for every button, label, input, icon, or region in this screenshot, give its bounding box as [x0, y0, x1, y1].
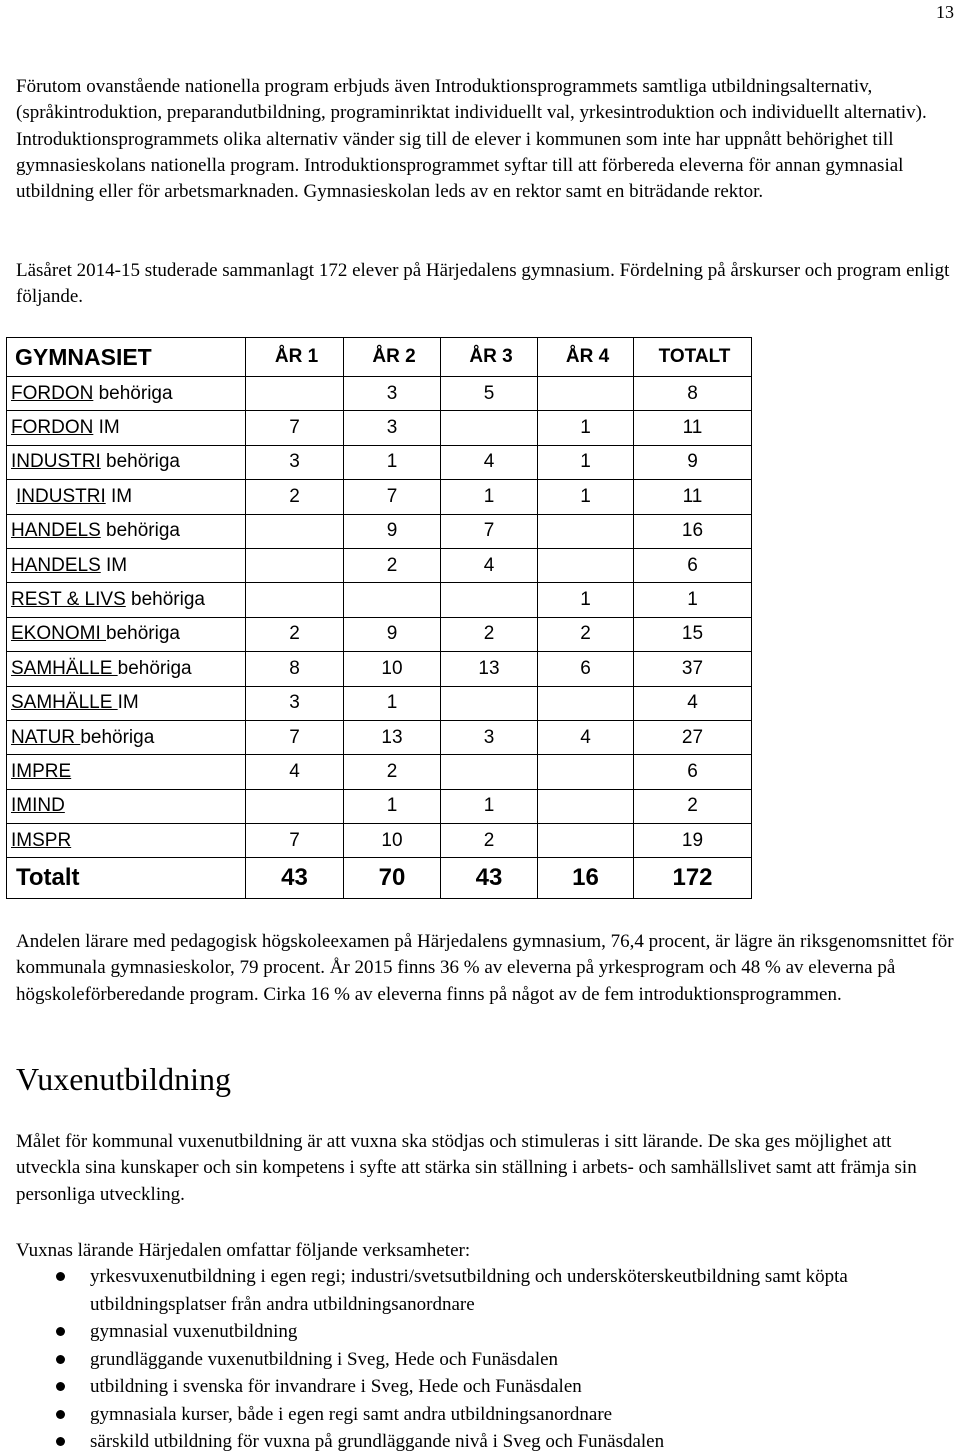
list-item-text: gymnasial vuxenutbildning — [90, 1321, 298, 1342]
year-3-cell — [441, 411, 538, 445]
page-number: 13 — [936, 2, 954, 22]
program-name: NATUR — [11, 726, 81, 748]
year-1-cell: 3 — [246, 445, 344, 479]
total-year-4: 16 — [538, 858, 634, 899]
section-heading: Vuxenutbildning — [16, 1061, 231, 1097]
year-3-cell: 1 — [441, 480, 538, 514]
year-2-cell: 2 — [344, 548, 441, 582]
year-3-cell — [441, 755, 538, 789]
row-total-cell: 2 — [634, 789, 752, 823]
program-name: EKONOMI — [11, 623, 107, 645]
year-3-cell: 5 — [441, 377, 538, 411]
row-total-cell: 6 — [634, 755, 752, 789]
row-total-cell: 4 — [634, 686, 752, 720]
header-gymnasiet: GYMNASIET — [7, 338, 246, 377]
program-cell — [7, 377, 246, 411]
year-3-cell: 4 — [441, 445, 538, 479]
year-4-cell: 1 — [538, 445, 634, 479]
year-4-cell — [538, 755, 634, 789]
year-1-cell — [246, 514, 344, 548]
list-item-text: särskild utbildning för vuxna på grundläggande nivå i Sveg och Funäsdalen — [90, 1431, 665, 1452]
program-type: behöriga — [117, 657, 192, 679]
bullet-icon — [56, 1410, 65, 1419]
year-4-cell: 1 — [538, 583, 634, 617]
year-2-cell: 2 — [344, 755, 441, 789]
total-sum: 172 — [634, 858, 752, 899]
table-row — [7, 789, 752, 823]
program-cell — [7, 824, 246, 858]
teacher-stats-paragraph: Andelen lärare med pedagogisk högskoleexamen på Härjedalens gymnasium, 76,4 procent, är lägre än riksgenomsnittet för kommunala gymnasieskolor, 79 procent. År 2015 finns 36 % av eleverna på yrkesprogram och 48 % av eleverna på högskoleförberedande program. Cirka 16 % av eleverna finns på något av de fem introduktionsprogrammen. — [16, 931, 954, 1005]
list-item-text: gymnasiala kurser, både i egen regi samt andra utbildningsanordnare — [90, 1403, 613, 1425]
row-total-cell: 37 — [634, 652, 752, 686]
program-name: IMSPR — [11, 829, 72, 851]
year-1-cell: 8 — [246, 652, 344, 686]
table-row — [7, 480, 752, 514]
bullet-icon — [56, 1382, 65, 1391]
year-4-cell — [538, 377, 634, 411]
header-year-4: ÅR 4 — [538, 338, 634, 377]
year-4-cell: 2 — [538, 617, 634, 651]
bullet-icon — [56, 1437, 65, 1446]
table-row — [7, 755, 752, 789]
year-4-cell: 6 — [538, 652, 634, 686]
table-row — [7, 583, 752, 617]
header-total: TOTALT — [634, 338, 752, 377]
program-type: behöriga — [100, 451, 180, 473]
year-1-cell — [246, 377, 344, 411]
table-row — [7, 686, 752, 720]
program-name: SAMHÄLLE — [11, 692, 118, 714]
program-cell — [7, 617, 246, 651]
year-2-cell — [344, 583, 441, 617]
program-name: REST & LIVS — [11, 589, 126, 611]
table-row — [7, 652, 752, 686]
header-year-1: ÅR 1 — [246, 338, 344, 377]
list-item-text: grundläggande vuxenutbildning i Sveg, Hede och Funäsdalen — [90, 1348, 559, 1370]
program-name: FORDON — [11, 382, 94, 404]
program-cell — [7, 686, 246, 720]
program-cell — [7, 583, 246, 617]
year-2-cell: 10 — [344, 824, 441, 858]
list-item — [16, 1346, 960, 1374]
program-name: SAMHÄLLE — [11, 657, 118, 679]
year-2-cell: 1 — [344, 686, 441, 720]
program-type: behöriga — [80, 726, 155, 748]
program-name: IMIND — [11, 795, 65, 817]
year-2-cell: 9 — [344, 617, 441, 651]
year-2-cell: 10 — [344, 652, 441, 686]
bullet-icon — [56, 1272, 65, 1281]
year-1-cell — [246, 789, 344, 823]
program-type: behöriga — [100, 520, 180, 542]
row-total-cell: 9 — [634, 445, 752, 479]
year-3-cell: 1 — [441, 789, 538, 823]
bullet-icon — [56, 1355, 65, 1364]
year-3-cell — [441, 583, 538, 617]
program-type: IM — [117, 692, 139, 714]
header-year-3: ÅR 3 — [441, 338, 538, 377]
program-type: IM — [105, 485, 133, 507]
program-cell — [7, 548, 246, 582]
year-2-cell: 13 — [344, 720, 441, 754]
list-item — [16, 1428, 960, 1456]
program-cell — [7, 789, 246, 823]
total-year-1: 43 — [246, 858, 344, 899]
row-total-cell: 11 — [634, 480, 752, 514]
year-3-cell: 7 — [441, 514, 538, 548]
row-total-cell: 11 — [634, 411, 752, 445]
year-2-cell: 1 — [344, 445, 441, 479]
intro-paragraph: Förutom ovanstående nationella program erbjuds även Introduktionsprogrammets samtliga utbildningsalternativ, (språkintroduktion, preparandutbildning, programinriktat individuellt val, yrkesintroduktion och individuellt alternativ). Introduktionsprogrammets olika alternativ vänder sig till de elever i kommunen som inte har uppnått behörighet till gymnasieskolans nationella program. Introduktionsprogrammet syftar till att förbereda eleverna för annan gymnasial utbildning eller för arbetsmarknaden. Gymnasieskolan leds av en rektor samt en biträdande rektor. — [16, 76, 927, 203]
activities-list — [16, 1263, 960, 1456]
year-2-cell: 1 — [344, 789, 441, 823]
year-4-cell: 1 — [538, 411, 634, 445]
program-name: FORDON — [11, 417, 94, 439]
year-2-cell: 7 — [344, 480, 441, 514]
program-cell — [7, 652, 246, 686]
table-row — [7, 720, 752, 754]
program-type: IM — [100, 554, 128, 576]
row-total-cell: 15 — [634, 617, 752, 651]
year-3-cell: 2 — [441, 824, 538, 858]
table-row — [7, 548, 752, 582]
row-total-cell: 27 — [634, 720, 752, 754]
year-4-cell: 1 — [538, 480, 634, 514]
year-1-cell: 7 — [246, 720, 344, 754]
year-1-cell: 7 — [246, 411, 344, 445]
student-count-paragraph: Läsåret 2014-15 studerade sammanlagt 172 elever på Härjedalens gymnasium. Fördelning på årskurser och program enligt följande. — [16, 260, 950, 308]
list-item — [16, 1373, 960, 1401]
row-total-cell: 1 — [634, 583, 752, 617]
table-row — [7, 514, 752, 548]
program-cell — [7, 514, 246, 548]
row-total-cell: 16 — [634, 514, 752, 548]
program-cell — [7, 445, 246, 479]
adult-education-goal-paragraph: Målet för kommunal vuxenutbildning är att vuxna ska stödjas och stimuleras i sitt lärande. De ska ges möjlighet att utveckla sina kunskaper och sin kompetens i syfte att stärka sin ställning i arbets- och samhällslivet samt att främja sin personliga utveckling. — [16, 1131, 917, 1205]
program-type: behöriga — [93, 382, 173, 404]
year-1-cell: 3 — [246, 686, 344, 720]
year-1-cell: 2 — [246, 617, 344, 651]
header-year-2: ÅR 2 — [344, 338, 441, 377]
year-4-cell — [538, 548, 634, 582]
year-1-cell — [246, 583, 344, 617]
year-3-cell — [441, 686, 538, 720]
table-row — [7, 377, 752, 411]
year-4-cell: 4 — [538, 720, 634, 754]
list-item — [16, 1401, 960, 1429]
year-4-cell — [538, 686, 634, 720]
list-item — [16, 1263, 960, 1318]
bullet-icon — [56, 1327, 65, 1336]
program-name: HANDELS — [11, 520, 101, 542]
table-row — [7, 445, 752, 479]
year-2-cell: 9 — [344, 514, 441, 548]
year-2-cell: 3 — [344, 377, 441, 411]
program-cell — [7, 411, 246, 445]
table-row — [7, 617, 752, 651]
program-name: HANDELS — [11, 554, 101, 576]
list-item-text: yrkesvuxenutbildning i egen regi; industri/svetsutbildning och undersköterskeutbildning samt köpta utbildningsplatser från andra utbildningsanordnare — [90, 1266, 848, 1315]
total-year-3: 43 — [441, 858, 538, 899]
year-3-cell: 2 — [441, 617, 538, 651]
program-type: behöriga — [125, 589, 205, 611]
row-total-cell: 8 — [634, 377, 752, 411]
year-1-cell — [246, 548, 344, 582]
total-label: Totalt — [7, 858, 246, 899]
table-total-row — [7, 858, 752, 899]
year-4-cell — [538, 514, 634, 548]
year-4-cell — [538, 789, 634, 823]
row-total-cell: 19 — [634, 824, 752, 858]
year-3-cell: 3 — [441, 720, 538, 754]
year-4-cell — [538, 824, 634, 858]
adult-education-intro: Vuxnas lärande Härjedalen omfattar följande verksamheter: — [16, 1240, 471, 1261]
year-3-cell: 4 — [441, 548, 538, 582]
year-1-cell: 2 — [246, 480, 344, 514]
table-row — [7, 824, 752, 858]
year-1-cell: 4 — [246, 755, 344, 789]
program-type: behöriga — [106, 623, 180, 645]
program-name: INDUSTRI — [16, 485, 106, 507]
row-total-cell: 6 — [634, 548, 752, 582]
year-3-cell: 13 — [441, 652, 538, 686]
list-item-text: utbildning i svenska för invandrare i Sveg, Hede och Funäsdalen — [90, 1376, 582, 1397]
program-name: IMPRE — [11, 760, 72, 782]
program-cell — [7, 755, 246, 789]
table-header-row — [7, 338, 752, 377]
total-year-2: 70 — [344, 858, 441, 899]
student-distribution-table — [6, 337, 752, 899]
year-1-cell: 7 — [246, 824, 344, 858]
program-type: IM — [93, 417, 120, 439]
table-row — [7, 411, 752, 445]
program-cell — [7, 480, 246, 514]
program-name: INDUSTRI — [11, 451, 101, 473]
program-cell — [7, 720, 246, 754]
list-item — [16, 1318, 960, 1346]
year-2-cell: 3 — [344, 411, 441, 445]
